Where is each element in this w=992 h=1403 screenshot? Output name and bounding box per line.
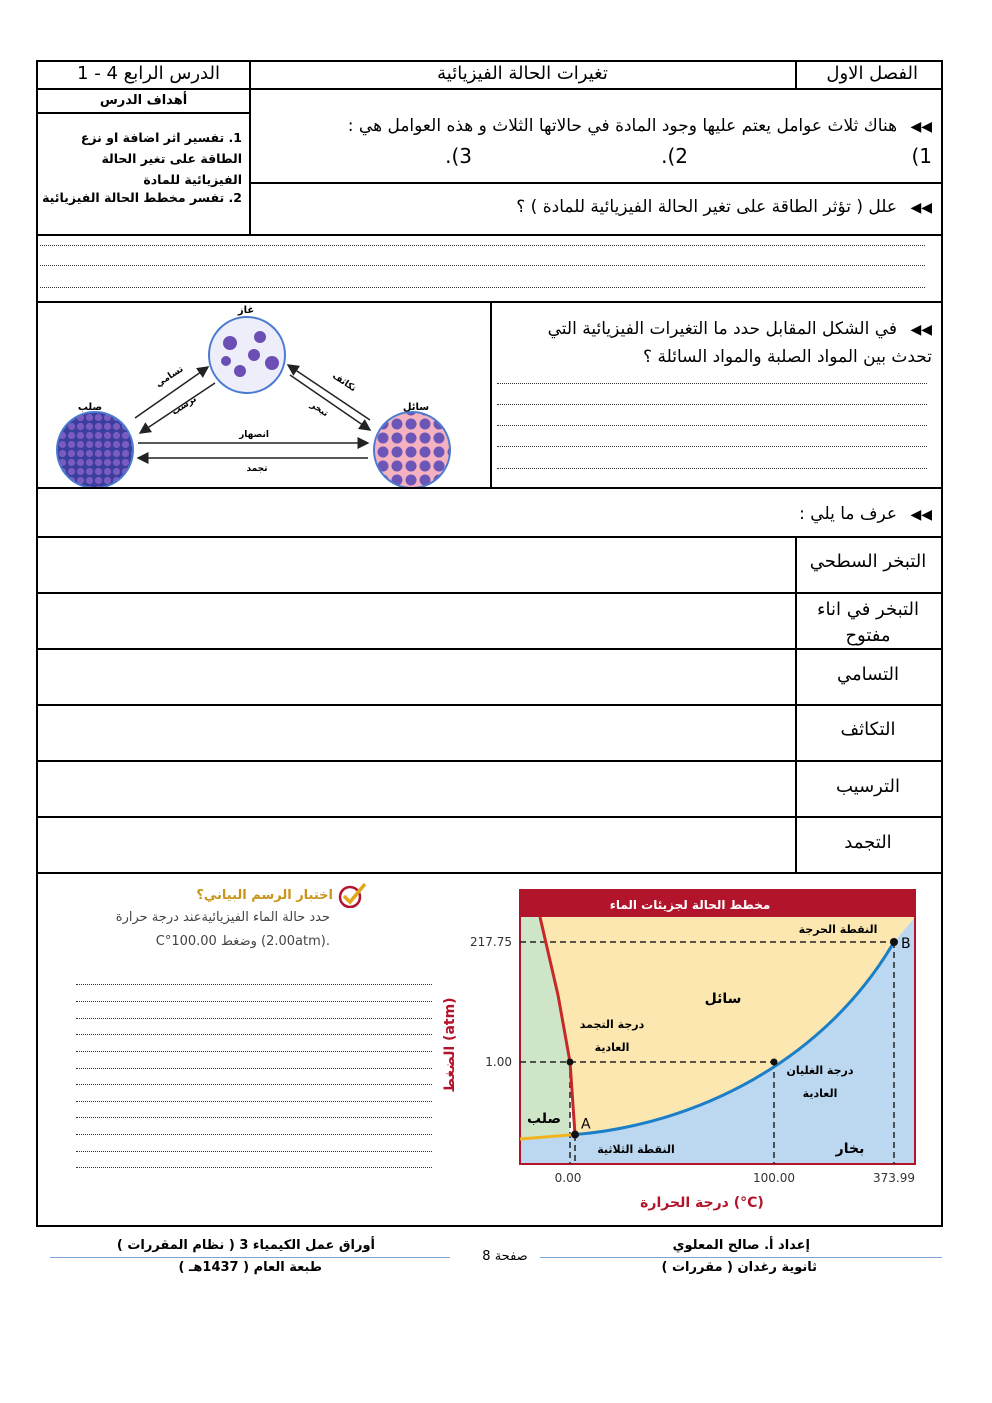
term-surface-evaporation: التبخر السطحي <box>809 551 927 572</box>
question-1 <box>300 116 932 136</box>
answer-line[interactable] <box>497 446 927 447</box>
page-number: صفحة 8 <box>482 1249 528 1264</box>
lesson-topic: تغيرات الحالة الفيزيائية <box>437 63 608 84</box>
answer-line[interactable] <box>76 1084 432 1085</box>
states-of-matter-figure <box>40 305 486 487</box>
answer-line[interactable] <box>76 1051 432 1052</box>
y-axis-label: الضغط (atm) <box>442 997 458 1093</box>
answer-line[interactable] <box>76 1101 432 1102</box>
gas-sphere <box>209 317 285 393</box>
solid-label: صلب <box>526 1111 562 1127</box>
chart-title: مخطط الحالة لجزيئات الماء <box>609 898 771 912</box>
y-tick-217: 217.75 <box>470 935 512 949</box>
vaporization-label: تبخر <box>308 400 330 420</box>
footer-course: أوراق عمل الكيمياء 3 ( نظام المقررات ) <box>116 1238 375 1253</box>
gas-label: غاز <box>237 305 255 316</box>
critical-point-label: النقطة الحرجة <box>798 923 878 936</box>
row-line <box>36 704 943 706</box>
term-open-vessel-evaporation: التبخر في اناء مفتوح <box>817 599 919 646</box>
answer-line[interactable] <box>40 245 925 246</box>
figure-bottom-line <box>36 487 943 489</box>
bullet-icon: ◀◀ <box>910 200 932 216</box>
boiling-label-2: العادية <box>802 1087 838 1100</box>
bullet-icon: ◀◀ <box>910 119 932 135</box>
objectives-heading: أهداف الدرس <box>99 93 188 108</box>
solid-sphere <box>57 412 133 487</box>
chapter-label: الفصل الاول <box>826 63 918 84</box>
q3-divider <box>490 301 492 489</box>
point-b-label: B <box>901 936 911 952</box>
row-line <box>36 816 943 818</box>
q2-bottom-line <box>36 234 943 236</box>
answer-line[interactable] <box>40 287 925 288</box>
header-divider-2 <box>795 60 797 90</box>
x-tick-374: 373.99 <box>873 1171 915 1185</box>
answer-line[interactable] <box>76 1001 432 1002</box>
objective-2: 2. تفسر مخطط الحالة الفيزيائية <box>42 190 242 205</box>
sublimation-label: تسامي <box>154 364 186 390</box>
term-sublimation: التسامي <box>836 664 900 685</box>
blank-2[interactable]: 2). <box>661 144 688 168</box>
q1-bottom-line <box>249 182 943 184</box>
solid-label: صلب <box>77 402 103 413</box>
term-freezing: التجمد <box>844 832 892 853</box>
freezing-label-1: درجة التجمد <box>579 1018 645 1031</box>
x-tick-0: 0.00 <box>554 1171 582 1185</box>
objective-1: 1. تفسير اثر اضافة او نزع الطاقة على تغير الحالة الفيزيائية للمادة <box>80 130 242 187</box>
triple-point <box>571 1131 579 1139</box>
blank-3[interactable]: 3). <box>445 144 472 168</box>
blank-1[interactable]: 1) <box>911 144 932 168</box>
definitions-prompt: ◀◀ عرف ما يلي : <box>799 504 932 524</box>
lesson-number: الدرس الرابع 4 - 1 <box>77 63 220 84</box>
answer-line[interactable] <box>76 984 432 985</box>
header-divider-1 <box>249 60 251 235</box>
answer-line[interactable] <box>40 265 925 266</box>
boiling-label-1: درجة الغليان <box>786 1064 854 1077</box>
check-icon <box>338 882 368 908</box>
answer-line[interactable] <box>76 1018 432 1019</box>
objectives-heading-line <box>36 112 251 114</box>
footer-school: ثانوية رغدان ( مقررات ) <box>661 1260 817 1275</box>
liquid-label: سائل <box>704 991 742 1007</box>
answer-line[interactable] <box>76 1034 432 1035</box>
answer-line[interactable] <box>497 425 927 426</box>
question-3 <box>500 316 932 371</box>
answer-line[interactable] <box>497 468 927 469</box>
graph-question-line2: .(2.00atm) وضغط 100.00°C <box>155 934 330 949</box>
answer-line[interactable] <box>497 383 927 384</box>
deposition-label: ترسب <box>170 394 199 418</box>
phase-diagram <box>440 885 930 1220</box>
row-line <box>36 648 943 650</box>
liquid-label: سائل <box>402 402 430 413</box>
question-2-text: علل ( تؤثر الطاقة على تغير الحالة الفيزيائية للمادة ) ؟ <box>516 197 898 217</box>
critical-point <box>890 938 898 946</box>
bullet-icon: ◀◀ <box>910 322 932 338</box>
answer-line[interactable] <box>76 1167 432 1168</box>
question-1-text: هناك ثلاث عوامل يعتم عليها وجود المادة في حالاتها الثلاث و هذه العوامل هي : <box>347 116 898 136</box>
x-tick-100: 100.00 <box>753 1171 795 1185</box>
bullet-icon: ◀◀ <box>910 507 932 523</box>
normal-freezing-point <box>567 1059 574 1066</box>
normal-boiling-point <box>771 1059 778 1066</box>
freezing-label: تجمد <box>246 464 268 474</box>
triple-point-label: النقطة الثلاثية <box>597 1143 675 1156</box>
point-a-label: A <box>581 1116 591 1133</box>
footer-line-right <box>540 1257 942 1258</box>
liquid-sphere <box>374 412 450 487</box>
term-deposition: الترسيب <box>835 776 901 797</box>
melting-label: انصهار <box>239 430 269 440</box>
answer-line[interactable] <box>76 1068 432 1069</box>
footer-edition: طبعة العام ( 1437هـ ) <box>178 1260 322 1275</box>
term-condensation: التكاثف <box>840 719 896 740</box>
condensation-label: تكاثف <box>330 371 358 395</box>
question-2 <box>400 197 932 217</box>
footer-author: إعداد أ. صالح المعلوي <box>672 1238 810 1253</box>
answer-line[interactable] <box>76 1117 432 1118</box>
question-3-line2: تحدث بين المواد الصلبة والمواد السائلة ؟ <box>643 347 932 367</box>
condensation-arrow <box>290 375 370 430</box>
row-line <box>36 592 943 594</box>
answer-line[interactable] <box>76 1151 432 1152</box>
graph-question-heading: اختبار الرسم البياني؟ <box>196 888 333 903</box>
answer-line[interactable] <box>76 1134 432 1135</box>
row-line <box>36 760 943 762</box>
answer-line[interactable] <box>497 404 927 405</box>
x-axis-label: درجة الحرارة (°C) <box>640 1195 764 1211</box>
graph-question-line1: حدد حالة الماء الفيزيائيةعند درجة حرارة <box>115 910 330 925</box>
y-tick-1: 1.00 <box>485 1055 512 1069</box>
definitions-bottom-line <box>36 872 943 874</box>
vapor-label: بخار <box>835 1141 865 1157</box>
question-3-line1: في الشكل المقابل حدد ما التغيرات الفيزيائية التي <box>547 319 898 339</box>
definitions-top-line <box>36 536 943 538</box>
freezing-label-2: العادية <box>594 1041 630 1054</box>
footer-line-left <box>50 1257 450 1258</box>
